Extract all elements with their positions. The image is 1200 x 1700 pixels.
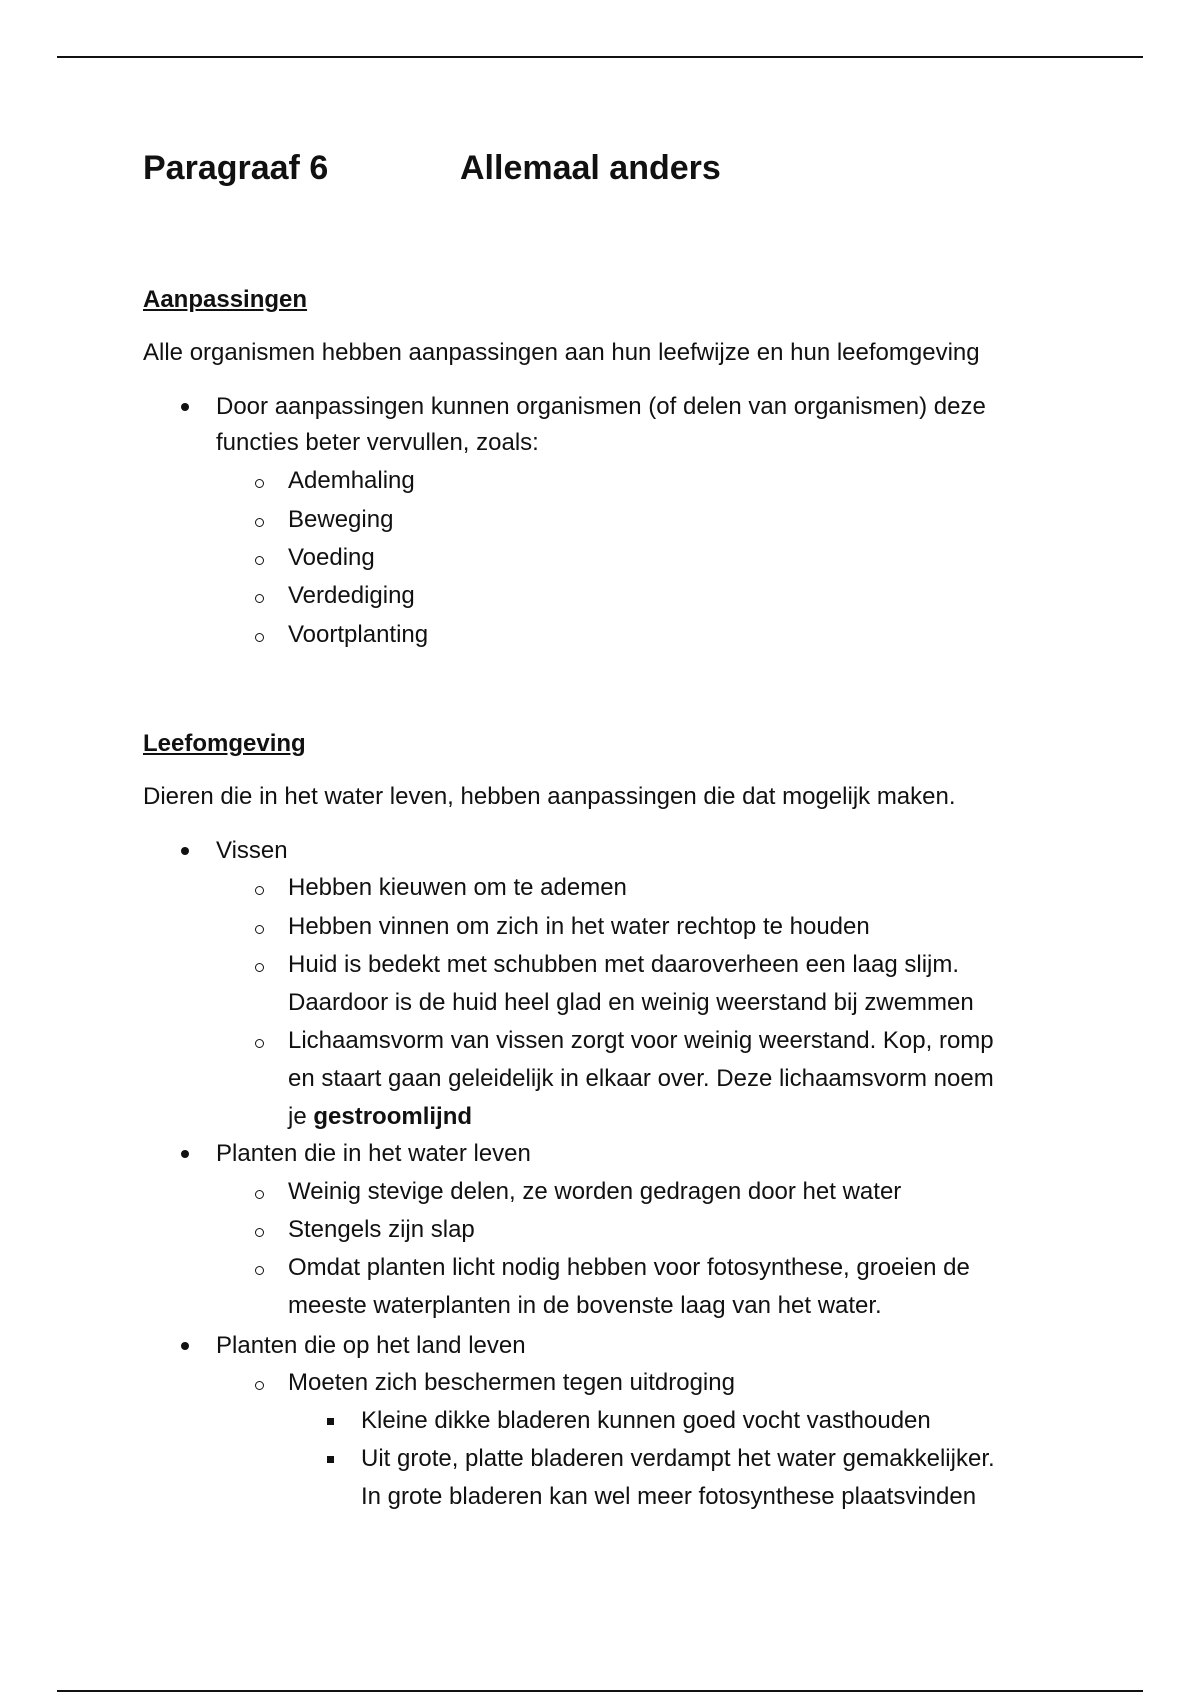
term-prefix: je <box>288 1103 307 1130</box>
circle-bullet-icon <box>255 1381 264 1390</box>
top-rule <box>57 56 1143 58</box>
bullet-disc-icon <box>181 847 189 855</box>
waterplanten-item: Omdat planten licht nodig hebben voor fotosynthese, groeien de <box>288 1254 970 1281</box>
vissen-item: Hebben vinnen om zich in het water rechtop te houden <box>288 913 870 940</box>
circle-bullet-icon <box>255 1228 264 1237</box>
function-item: Ademhaling <box>288 467 415 494</box>
bullet-waterplanten: Planten die in het water leven <box>216 1140 531 1167</box>
section2-intro: Dieren die in het water leven, hebben aanpassingen die dat mogelijk maken. <box>143 783 956 810</box>
circle-bullet-icon <box>255 556 264 565</box>
waterplanten-item: Weinig stevige delen, ze worden gedragen door het water <box>288 1178 902 1205</box>
function-item: Voeding <box>288 544 375 571</box>
circle-bullet-icon <box>255 1039 264 1048</box>
landplanten-subitem-cont: In grote bladeren kan wel meer fotosynthese plaatsvinden <box>361 1483 977 1510</box>
function-item: Voortplanting <box>288 621 429 648</box>
circle-bullet-icon <box>255 479 264 488</box>
page-title <box>143 146 721 190</box>
bullet-vissen: Vissen <box>216 837 288 864</box>
vissen-item: Huid is bedekt met schubben met daaroverheen een laag slijm. <box>288 951 960 978</box>
function-item: Verdediging <box>288 582 415 609</box>
vissen-item: Hebben kieuwen om te ademen <box>288 874 627 901</box>
paragraph-number: Paragraaf 6 <box>143 149 329 187</box>
vissen-item-cont: en staart gaan geleidelijk in elkaar over. Deze lichaamsvorm noem <box>288 1065 994 1092</box>
waterplanten-item-cont: meeste waterplanten in de bovenste laag van het water. <box>288 1292 882 1319</box>
bullet-disc-icon <box>181 403 189 411</box>
vissen-item: Lichaamsvorm van vissen zorgt voor weinig weerstand. Kop, romp <box>288 1027 994 1054</box>
section1-intro: Alle organismen hebben aanpassingen aan hun leefwijze en hun leefomgeving <box>143 339 980 366</box>
circle-bullet-icon <box>255 925 264 934</box>
bullet-disc-icon <box>181 1342 189 1350</box>
function-item: Beweging <box>288 506 394 533</box>
square-bullet-icon <box>327 1456 334 1463</box>
circle-bullet-icon <box>255 1190 264 1199</box>
vissen-item-cont: Daardoor is de huid heel glad en weinig weerstand bij zwemmen <box>288 989 974 1016</box>
bullet-landplanten: Planten die op het land leven <box>216 1332 526 1359</box>
circle-bullet-icon <box>255 518 264 527</box>
bullet-text-line2: functies beter vervullen, zoals: <box>216 429 539 456</box>
square-bullet-icon <box>327 1418 334 1425</box>
vissen-item-cont <box>288 1102 472 1132</box>
circle-bullet-icon <box>255 886 264 895</box>
term-gestroomlijnd: gestroomlijnd <box>313 1103 473 1130</box>
landplanten-subitem: Kleine dikke bladeren kunnen goed vocht vasthouden <box>361 1407 931 1434</box>
circle-bullet-icon <box>255 633 264 642</box>
landplanten-item: Moeten zich beschermen tegen uitdroging <box>288 1369 735 1396</box>
section-heading-leefomgeving: Leefomgeving <box>143 730 306 757</box>
waterplanten-item: Stengels zijn slap <box>288 1216 475 1243</box>
bottom-rule <box>57 1690 1143 1692</box>
circle-bullet-icon <box>255 963 264 972</box>
landplanten-subitem: Uit grote, platte bladeren verdampt het water gemakkelijker. <box>361 1445 995 1472</box>
bullet-text-line1: Door aanpassingen kunnen organismen (of delen van organismen) deze <box>216 393 986 420</box>
paragraph-subject: Allemaal anders <box>460 149 721 187</box>
section-heading-aanpassingen: Aanpassingen <box>143 286 308 313</box>
circle-bullet-icon <box>255 1266 264 1275</box>
bullet-disc-icon <box>181 1150 189 1158</box>
circle-bullet-icon <box>255 594 264 603</box>
